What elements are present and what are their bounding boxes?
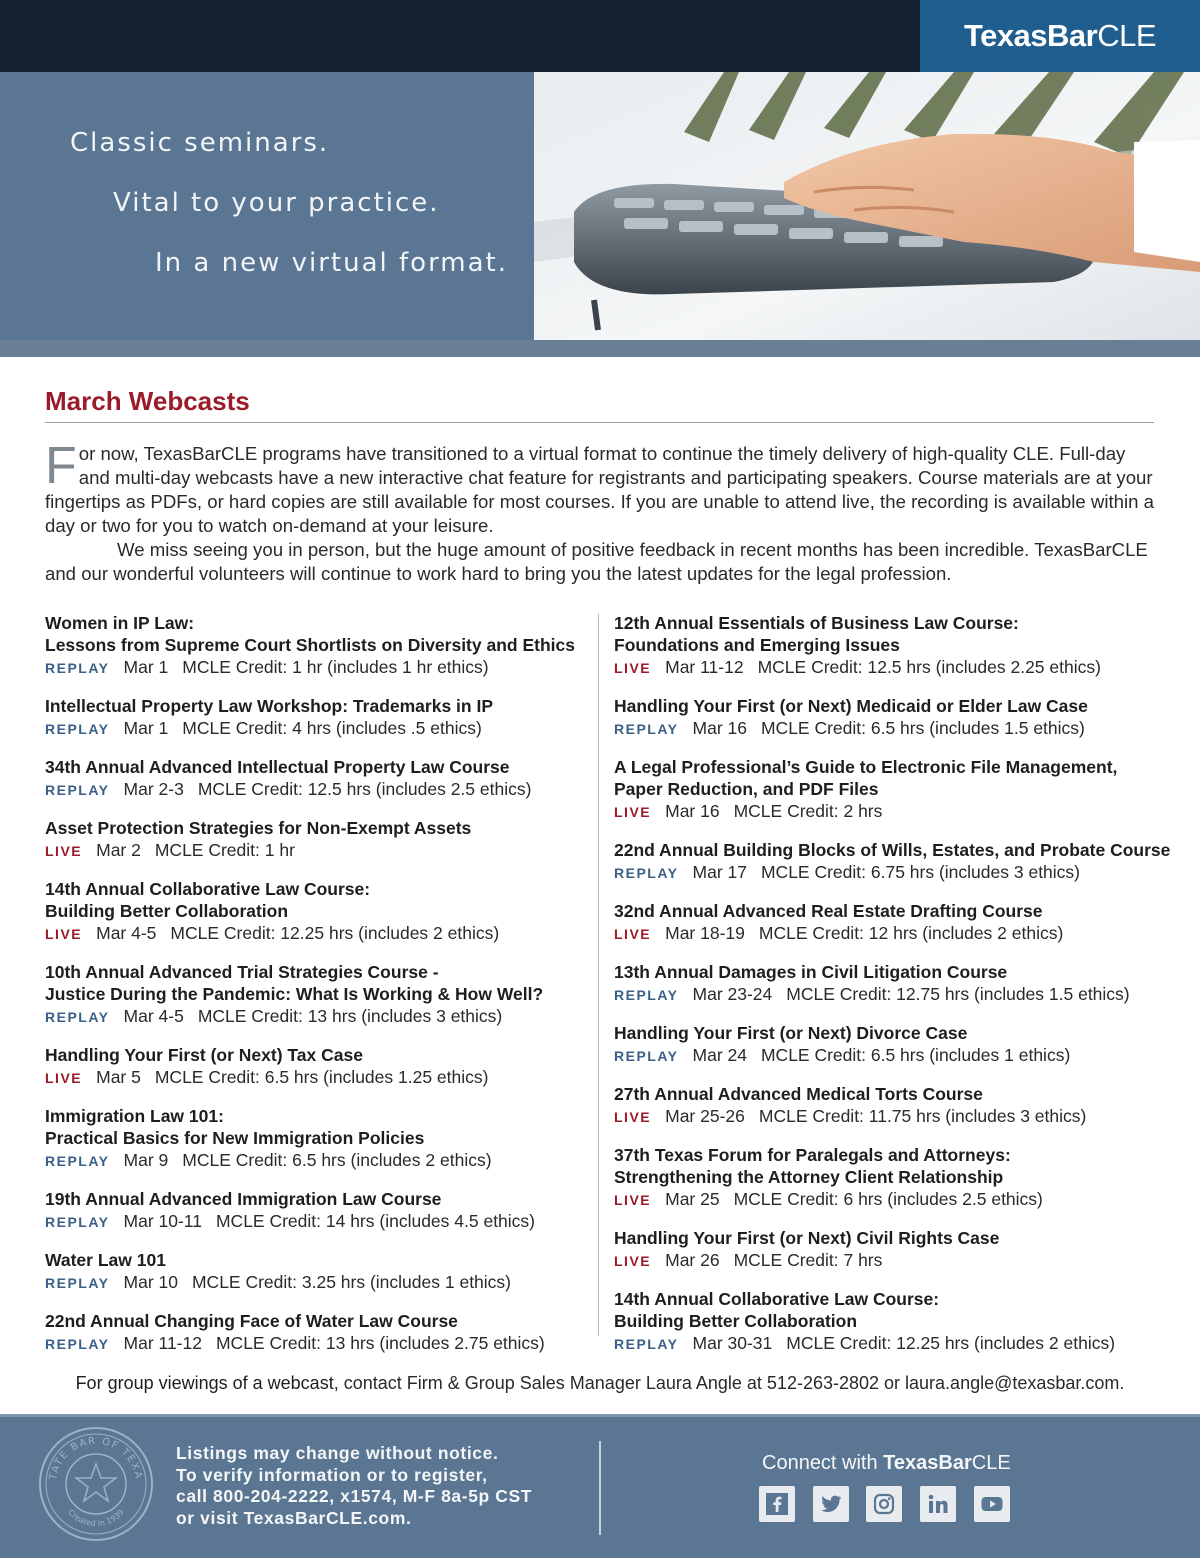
course-date: Mar 10-11	[123, 1211, 202, 1231]
course-meta	[614, 1188, 1174, 1211]
course-date: Mar 16	[692, 718, 747, 738]
course-credit: MCLE Credit: 6 hrs (includes 2.5 ethics)	[733, 1189, 1043, 1209]
connect-brand-light: CLE	[971, 1452, 1011, 1474]
course-meta	[45, 1271, 585, 1294]
course-meta	[45, 922, 585, 945]
course-date: Mar 30-31	[692, 1333, 773, 1353]
course-meta	[45, 717, 585, 740]
connect-brand-bold: TexasBar	[883, 1452, 972, 1474]
course-credit: MCLE Credit: 14 hrs (includes 4.5 ethics)	[215, 1211, 536, 1231]
course-title: Asset Protection Strategies for Non-Exempt Assets	[45, 818, 472, 838]
course-meta	[45, 1332, 585, 1355]
course-title: 19th Annual Advanced Immigration Law Course	[45, 1189, 442, 1209]
course-item[interactable]	[614, 756, 1174, 823]
course-credit: MCLE Credit: 12.25 hrs (includes 2 ethics)	[170, 923, 500, 943]
course-meta	[614, 1332, 1174, 1355]
hero-line-3: In a new virtual format.	[155, 248, 509, 278]
course-title: Handling Your First (or Next) Tax Case	[45, 1045, 363, 1065]
course-meta	[614, 656, 1174, 679]
footer-line-4[interactable]: or visit TexasBarCLE.com.	[176, 1507, 412, 1528]
course-date: Mar 10	[123, 1272, 178, 1292]
course-title: 14th Annual Collaborative Law Course: Building Better Collaboration	[45, 879, 371, 921]
course-date: Mar 25-26	[665, 1106, 745, 1126]
format-badge: REPLAY	[45, 1336, 110, 1352]
course-meta	[45, 1149, 585, 1172]
course-meta	[614, 922, 1174, 945]
course-item[interactable]	[45, 817, 585, 862]
format-badge: LIVE	[614, 1253, 652, 1269]
course-credit: MCLE Credit: 7 hrs	[733, 1250, 883, 1270]
column-divider	[598, 614, 599, 1336]
format-badge: LIVE	[614, 1109, 652, 1125]
drop-cap: F	[45, 437, 77, 495]
course-item[interactable]	[45, 961, 585, 1028]
course-credit: MCLE Credit: 12.75 hrs (includes 1.5 ethics)	[786, 984, 1130, 1004]
course-meta	[45, 778, 585, 801]
course-meta	[614, 1249, 1174, 1272]
course-title: 13th Annual Damages in Civil Litigation Course	[614, 962, 1008, 982]
course-credit: MCLE Credit: 12.25 hrs (includes 2 ethics)	[786, 1333, 1116, 1353]
course-item[interactable]	[45, 1105, 585, 1172]
course-meta	[614, 861, 1174, 884]
course-credit: MCLE Credit: 2 hrs	[733, 801, 883, 821]
format-badge: REPLAY	[45, 1153, 110, 1169]
course-item[interactable]	[614, 612, 1174, 679]
course-title: Handling Your First (or Next) Medicaid or Elder Law Case	[614, 696, 1088, 716]
course-credit: MCLE Credit: 12.5 hrs (includes 2.5 ethics)	[197, 779, 532, 799]
format-badge: REPLAY	[45, 1009, 110, 1025]
course-item[interactable]	[45, 1044, 585, 1089]
course-item[interactable]	[614, 1288, 1174, 1355]
format-badge: REPLAY	[614, 1048, 679, 1064]
format-badge: REPLAY	[614, 987, 679, 1003]
twitter-icon[interactable]	[813, 1486, 849, 1522]
course-date: Mar 11-12	[123, 1333, 202, 1353]
format-badge: REPLAY	[45, 660, 110, 676]
course-item[interactable]	[614, 1083, 1174, 1128]
course-title: Women in IP Law: Lessons from Supreme Court Shortlists on Diversity and Ethics	[45, 613, 575, 655]
course-meta	[45, 839, 585, 862]
course-title: 27th Annual Advanced Medical Torts Course	[614, 1084, 983, 1104]
svg-text:STATE BAR OF TEXAS: TATE BAR OF TEXA	[48, 1435, 144, 1481]
course-credit: MCLE Credit: 11.75 hrs (includes 3 ethics)	[758, 1106, 1087, 1126]
course-list-right	[614, 612, 1174, 1371]
hero-line-1: Classic seminars.	[70, 128, 330, 158]
course-title: 22nd Annual Changing Face of Water Law Course	[45, 1311, 458, 1331]
course-item[interactable]	[45, 1310, 585, 1355]
format-badge: REPLAY	[614, 865, 679, 881]
course-meta	[45, 656, 585, 679]
course-credit: MCLE Credit: 13 hrs (includes 2.75 ethics)	[215, 1333, 545, 1353]
course-title: A Legal Professional’s Guide to Electronic File Management, Paper Reduction, and PDF Files	[614, 757, 1118, 799]
course-date: Mar 18-19	[665, 923, 745, 943]
instagram-icon[interactable]	[866, 1486, 902, 1522]
group-note-lead: For group viewings of a webcast	[75, 1373, 334, 1393]
linkedin-icon[interactable]	[920, 1486, 956, 1522]
brand-bold: TexasBar	[963, 18, 1098, 53]
course-date: Mar 5	[96, 1067, 141, 1087]
course-meta	[45, 1210, 585, 1233]
intro-para1-text: or now, TexasBarCLE programs have transitioned to a virtual format to continue the timely delivery of high-quality CLE. Full-day and multi-day webcasts have a new interactive chat feature for registrants and participating speakers. Course materials are at your fingertips as PDFs, or hard copies are still available for most courses. If you are unable to attend live, the recording is available within a day or two for you to watch on-demand at your leisure.	[45, 443, 1154, 536]
course-title: 22nd Annual Building Blocks of Wills, Estates, and Probate Course	[614, 840, 1171, 860]
format-badge: REPLAY	[45, 1214, 110, 1230]
format-badge: REPLAY	[45, 782, 110, 798]
footer-line-1: Listings may change without notice.	[176, 1443, 499, 1463]
intro-paragraph-1	[45, 437, 1155, 538]
course-item[interactable]	[45, 1188, 585, 1233]
course-meta	[45, 1066, 585, 1089]
connect-label	[762, 1452, 1011, 1475]
course-credit: MCLE Credit: 12 hrs (includes 2 ethics)	[758, 923, 1064, 943]
course-title: Handling Your First (or Next) Civil Rights Case	[614, 1228, 1000, 1248]
course-date: Mar 25	[665, 1189, 720, 1209]
format-badge: REPLAY	[45, 721, 110, 737]
hero-bottom-strip	[0, 340, 1200, 357]
course-credit: MCLE Credit: 6.75 hrs (includes 3 ethics)	[760, 862, 1081, 882]
course-item[interactable]	[614, 1227, 1174, 1272]
intro-paragraph-2: We miss seeing you in person, but the huge amount of positive feedback in recent months has been incredible. TexasBarCLE and our wonderful volunteers will continue to work hard to bring you the latest updates for the legal profession.	[45, 539, 1148, 584]
course-date: Mar 23-24	[692, 984, 773, 1004]
course-title: Water Law 101	[45, 1250, 166, 1270]
course-title: 12th Annual Essentials of Business Law Course: Foundations and Emerging Issues	[614, 613, 1019, 655]
course-title: 32nd Annual Advanced Real Estate Drafting Course	[614, 901, 1043, 921]
course-meta	[614, 983, 1174, 1006]
course-meta	[45, 1005, 585, 1028]
course-date: Mar 1	[123, 657, 169, 677]
course-list-left	[45, 612, 585, 1371]
course-meta	[614, 800, 1174, 823]
hero-banner	[0, 72, 1200, 340]
format-badge: LIVE	[45, 926, 83, 942]
course-date: Mar 26	[665, 1250, 720, 1270]
format-badge: REPLAY	[614, 721, 679, 737]
course-title: 37th Texas Forum for Paralegals and Attorneys: Strengthening the Attorney Client Relationship	[614, 1145, 1011, 1187]
course-title: Handling Your First (or Next) Divorce Case	[614, 1023, 968, 1043]
title-rule	[45, 422, 1154, 423]
course-item[interactable]	[614, 961, 1174, 1006]
course-meta	[614, 717, 1174, 740]
course-item[interactable]	[45, 612, 585, 679]
course-date: Mar 16	[665, 801, 720, 821]
footer-line-2: To verify information or to register,	[176, 1464, 488, 1485]
facebook-icon[interactable]	[759, 1486, 795, 1522]
hero-line-2: Vital to your practice.	[113, 188, 440, 218]
course-date: Mar 11-12	[665, 657, 744, 677]
course-date: Mar 9	[123, 1150, 169, 1170]
brand-light: CLE	[1097, 18, 1157, 53]
course-item[interactable]	[45, 1249, 585, 1294]
intro-text	[45, 437, 1155, 586]
group-viewing-note	[0, 1373, 1200, 1394]
course-credit: MCLE Credit: 6.5 hrs (includes 1.5 ethics)	[760, 718, 1085, 738]
course-title: 10th Annual Advanced Trial Strategies Course - Justice During the Pandemic: What Is Working & How Well?	[45, 962, 544, 1004]
course-title: Immigration Law 101: Practical Basics for New Immigration Policies	[45, 1106, 425, 1148]
course-credit: MCLE Credit: 13 hrs (includes 3 ethics)	[197, 1006, 503, 1026]
course-date: Mar 4-5	[96, 923, 157, 943]
course-date: Mar 24	[692, 1045, 747, 1065]
course-credit: MCLE Credit: 4 hrs (includes .5 ethics)	[182, 718, 482, 738]
course-title: Intellectual Property Law Workshop: Trademarks in IP	[45, 696, 493, 716]
footer-divider	[599, 1441, 601, 1535]
course-date: Mar 1	[123, 718, 169, 738]
course-credit: MCLE Credit: 6.5 hrs (includes 2 ethics)	[182, 1150, 492, 1170]
course-credit: MCLE Credit: 1 hr	[154, 840, 295, 860]
course-item[interactable]	[614, 695, 1174, 740]
footer-info	[176, 1443, 532, 1529]
course-date: Mar 2	[96, 840, 141, 860]
group-note-rest: , contact Firm & Group Sales Manager Laura Angle at 512-263-2802 or laura.angle@texasbar.com.	[333, 1373, 1125, 1393]
format-badge: LIVE	[614, 926, 652, 942]
svg-text:Created in 1939: Created in 1939	[66, 1507, 126, 1529]
course-date: Mar 4-5	[123, 1006, 184, 1026]
course-item[interactable]	[614, 1022, 1174, 1067]
course-meta	[614, 1044, 1174, 1067]
footer-top-line	[0, 1414, 1200, 1417]
brand-logo[interactable]	[920, 0, 1200, 72]
course-date: Mar 2-3	[123, 779, 184, 799]
course-date: Mar 17	[692, 862, 747, 882]
course-credit: MCLE Credit: 6.5 hrs (includes 1.25 ethics)	[154, 1067, 489, 1087]
youtube-icon[interactable]	[974, 1486, 1010, 1522]
course-credit: MCLE Credit: 3.25 hrs (includes 1 ethics)	[191, 1272, 512, 1292]
format-badge: LIVE	[614, 804, 652, 820]
format-badge: REPLAY	[614, 1336, 679, 1352]
course-item[interactable]	[614, 900, 1174, 945]
course-meta	[614, 1105, 1174, 1128]
format-badge: LIVE	[45, 843, 83, 859]
course-item[interactable]	[614, 839, 1174, 884]
format-badge: LIVE	[614, 1192, 652, 1208]
course-title: 34th Annual Advanced Intellectual Property Law Course	[45, 757, 510, 777]
section-title: March Webcasts	[45, 386, 250, 416]
course-credit: MCLE Credit: 12.5 hrs (includes 2.25 ethics)	[757, 657, 1101, 677]
course-item[interactable]	[614, 1144, 1174, 1211]
course-title: 14th Annual Collaborative Law Course: Building Better Collaboration	[614, 1289, 940, 1331]
footer-line-3: call 800-204-2222, x1574, M-F 8a-5p CST	[176, 1486, 533, 1506]
course-credit: MCLE Credit: 1 hr (includes 1 hr ethics)	[182, 657, 489, 677]
format-badge: LIVE	[614, 660, 652, 676]
course-item[interactable]	[45, 695, 585, 740]
hero-photo-keyboard	[534, 72, 1200, 340]
course-item[interactable]	[45, 878, 585, 945]
state-bar-seal	[36, 1424, 156, 1544]
connect-prefix: Connect with	[762, 1452, 884, 1474]
course-credit: MCLE Credit: 6.5 hrs (includes 1 ethics)	[760, 1045, 1071, 1065]
course-item[interactable]	[45, 756, 585, 801]
format-badge: REPLAY	[45, 1275, 110, 1291]
format-badge: LIVE	[45, 1070, 83, 1086]
